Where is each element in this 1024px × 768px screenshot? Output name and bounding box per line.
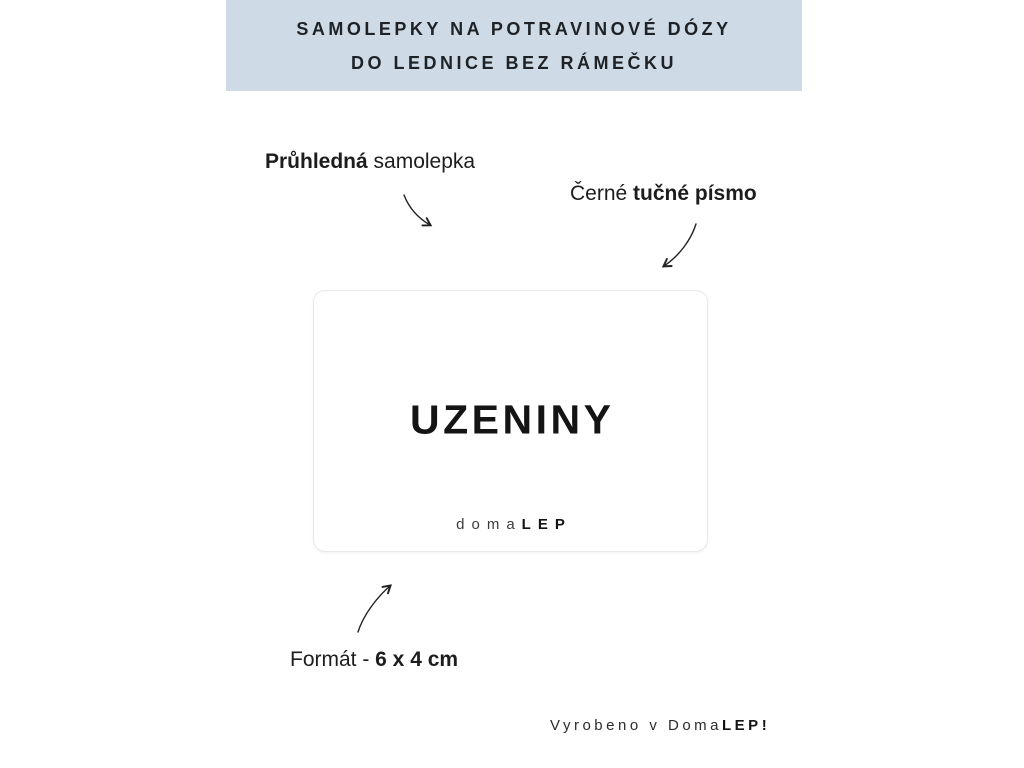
label-transparent-sticker-regular: samolepka: [367, 150, 476, 173]
sticker-card: [313, 290, 708, 552]
brand-lep: LEP: [521, 516, 572, 533]
label-black-bold-font: [570, 182, 757, 206]
sticker-title: UZENINY: [410, 396, 615, 443]
banner-line-2: DO LEDNICE BEZ RÁMEČKU: [350, 52, 677, 73]
header-banner: [226, 0, 802, 91]
footer-credit-bold: LEP!: [722, 717, 771, 734]
label-black-bold-font-regular: Černé: [570, 182, 634, 205]
sticker-brand: [314, 516, 707, 533]
footer-credit: [550, 717, 770, 734]
arrow-up-right-icon: [348, 576, 400, 638]
arrow-down-left-icon: [652, 216, 704, 274]
label-format: [290, 648, 458, 672]
label-transparent-sticker: [265, 150, 475, 174]
label-black-bold-font-bold: tučné písmo: [633, 182, 757, 205]
brand-doma: doma: [456, 516, 522, 533]
arrow-down-right-icon: [396, 188, 442, 234]
banner-line-1: SAMOLEPKY NA POTRAVINOVÉ DÓZY: [296, 18, 732, 39]
label-transparent-sticker-bold: Průhledná: [265, 150, 368, 173]
label-format-regular: Formát -: [290, 648, 376, 671]
footer-credit-regular: Vyrobeno v Doma: [550, 717, 723, 734]
label-format-bold: 6 x 4 cm: [375, 648, 459, 671]
